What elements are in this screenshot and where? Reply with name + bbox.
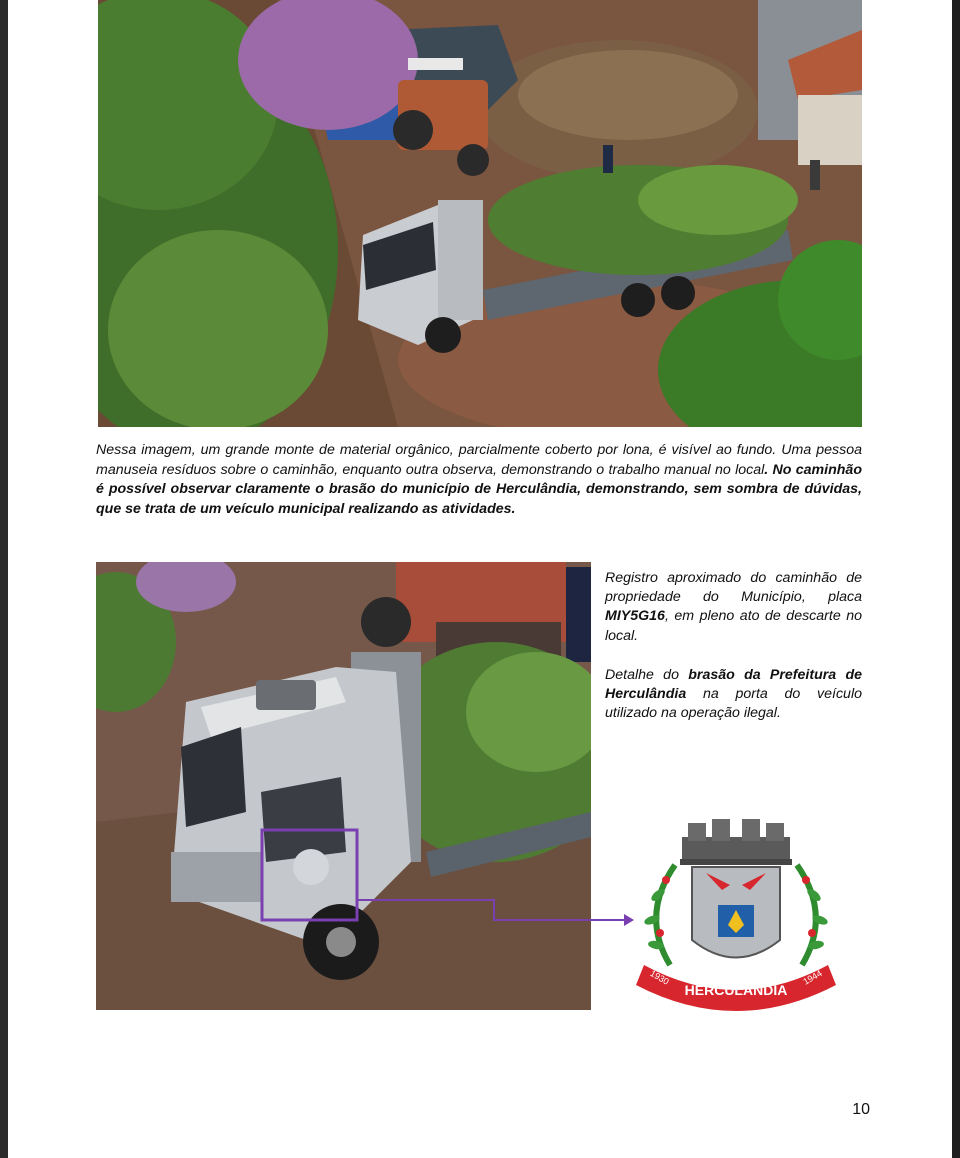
crest-year-left: 1930 <box>648 968 671 987</box>
document-page <box>8 0 952 1158</box>
truck-record-text <box>605 569 862 646</box>
license-plate: MIY5G16 <box>605 608 665 625</box>
crest-detail-text <box>605 666 862 724</box>
side-text-2b: na porta do veículo utilizado na operação ilegal. <box>605 686 862 722</box>
side-text-1b: , em pleno ato de descarte no local. <box>605 608 862 644</box>
figure1-caption <box>96 441 862 519</box>
truck-closeup-photo <box>96 562 591 1010</box>
crest-banner-text: HERCULÂNDIA <box>684 982 788 998</box>
side-text-2-bold: brasão da Prefeitura de Herculândia <box>605 667 862 703</box>
page-number: 10 <box>852 1101 870 1118</box>
caption-text: Nessa imagem, um grande monte de material orgânico, parcialmente coberto por lona, é visível ao fundo. Uma pessoa manuseia resíduos sobre o caminhão, enquanto outra observa, demonstrando o trabalho manual no local <box>96 442 862 478</box>
aerial-truck-photo <box>98 0 862 427</box>
page-edge <box>952 0 960 1158</box>
side-text-2a: Detalhe do <box>605 667 689 683</box>
herculandia-crest <box>630 815 842 1025</box>
caption-bold-text: No caminhão é possível observar claramente o brasão do município de Herculândia, demonstrando, sem sombra de dúvidas, que se trata de um veículo municipal realizando as atividades. <box>96 461 862 517</box>
crest-year-right: 1944 <box>801 968 824 987</box>
side-text-1a: Registro aproximado do caminhão de propriedade do Município, placa <box>605 570 862 606</box>
caption-period: . <box>764 461 769 478</box>
